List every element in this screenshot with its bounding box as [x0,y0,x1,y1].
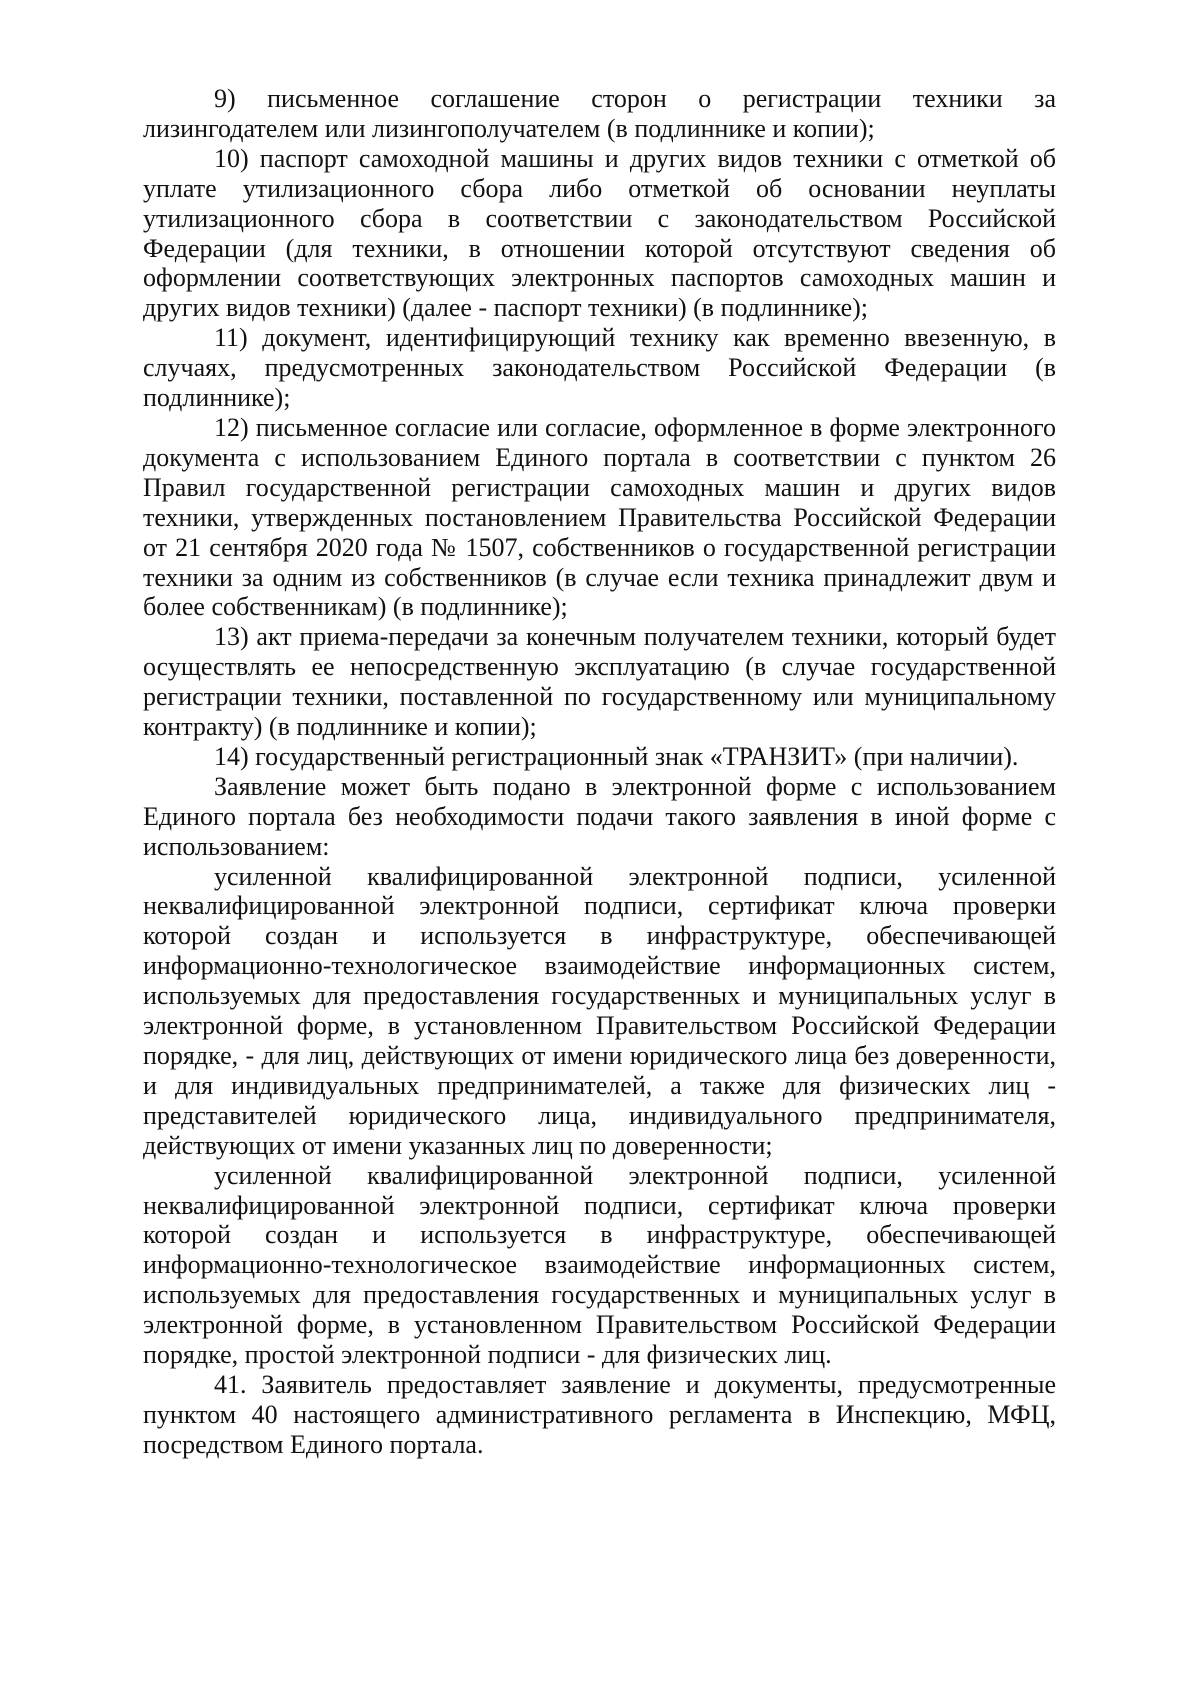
paragraph-clause-41: 41. Заявитель предоставляет заявление и документы, предусмотренные пунктом 40 настоящего административного регламента в Инспекцию, МФЦ, посредством Единого портала. [143,1369,1056,1459]
paragraph-signature-legal-entities: усиленной квалифицированной электронной подписи, усиленной неквалифицированной электронной подписи, сертификат ключа проверки которой создан и используется в инфраструктуре, обеспечивающей информационно-технологическое взаимодействие информационных систем, используемых для предоставления государственных и муниципальных услуг в электронной форме, в установленном Правительством Российской Федерации порядке, - для лиц, действующих от имени юридического лица без доверенности, и для индивидуальных предпринимателей, а также для физических лиц - представителей юридического лица, индивидуального предпринимателя, действующих от имени указанных лиц по доверенности; [143,861,1056,1160]
paragraph-item-12: 12) письменное согласие или согласие, оформленное в форме электронного документа с использованием Единого портала в соответствии с пунктом 26 Правил государственной регистрации самоходных машин и других видов техники, утвержденных постановлением Правительства Российской Федерации от 21 сентября 2020 года № 1507, собственников о государственной регистрации техники за одним из собственников (в случае если техника принадлежит двум и более собственникам) (в подлиннике); [143,412,1056,622]
paragraph-signature-individuals: усиленной квалифицированной электронной подписи, усиленной неквалифицированной электронной подписи, сертификат ключа проверки которой создан и используется в инфраструктуре, обеспечивающей информационно-технологическое взаимодействие информационных систем, используемых для предоставления государственных и муниципальных услуг в электронной форме, в установленном Правительством Российской Федерации порядке, простой электронной подписи - для физических лиц. [143,1160,1056,1370]
document-page [143,84,1056,1460]
paragraph-item-13: 13) акт приема-передачи за конечным получателем техники, который будет осуществлять ее непосредственную эксплуатацию (в случае государственной регистрации техники, поставленной по государственному или муниципальному контракту) (в подлиннике и копии); [143,622,1056,742]
paragraph-electronic-submission: Заявление может быть подано в электронной форме с использованием Единого портала без необходимости подачи такого заявления в иной форме с использованием: [143,771,1056,861]
paragraph-item-14: 14) государственный регистрационный знак «ТРАНЗИТ» (при наличии). [214,741,1019,771]
paragraph-item-10: 10) паспорт самоходной машины и других видов техники с отметкой об уплате утилизационного сбора либо отметкой об основании неуплаты утилизационного сбора в соответствии с законодательством Российской Федерации (для техники, в отношении которой отсутствуют сведения об оформлении соответствующих электронных паспортов самоходных машин и других видов техники) (далее - паспорт техники) (в подлиннике); [143,143,1056,323]
paragraph-item-9: 9) письменное соглашение сторон о регистрации техники за лизингодателем или лизингополучателем (в подлиннике и копии); [143,84,1056,143]
paragraph-item-11: 11) документ, идентифицирующий технику как временно ввезенную, в случаях, предусмотренных законодательством Российской Федерации (в подлиннике); [143,323,1056,413]
